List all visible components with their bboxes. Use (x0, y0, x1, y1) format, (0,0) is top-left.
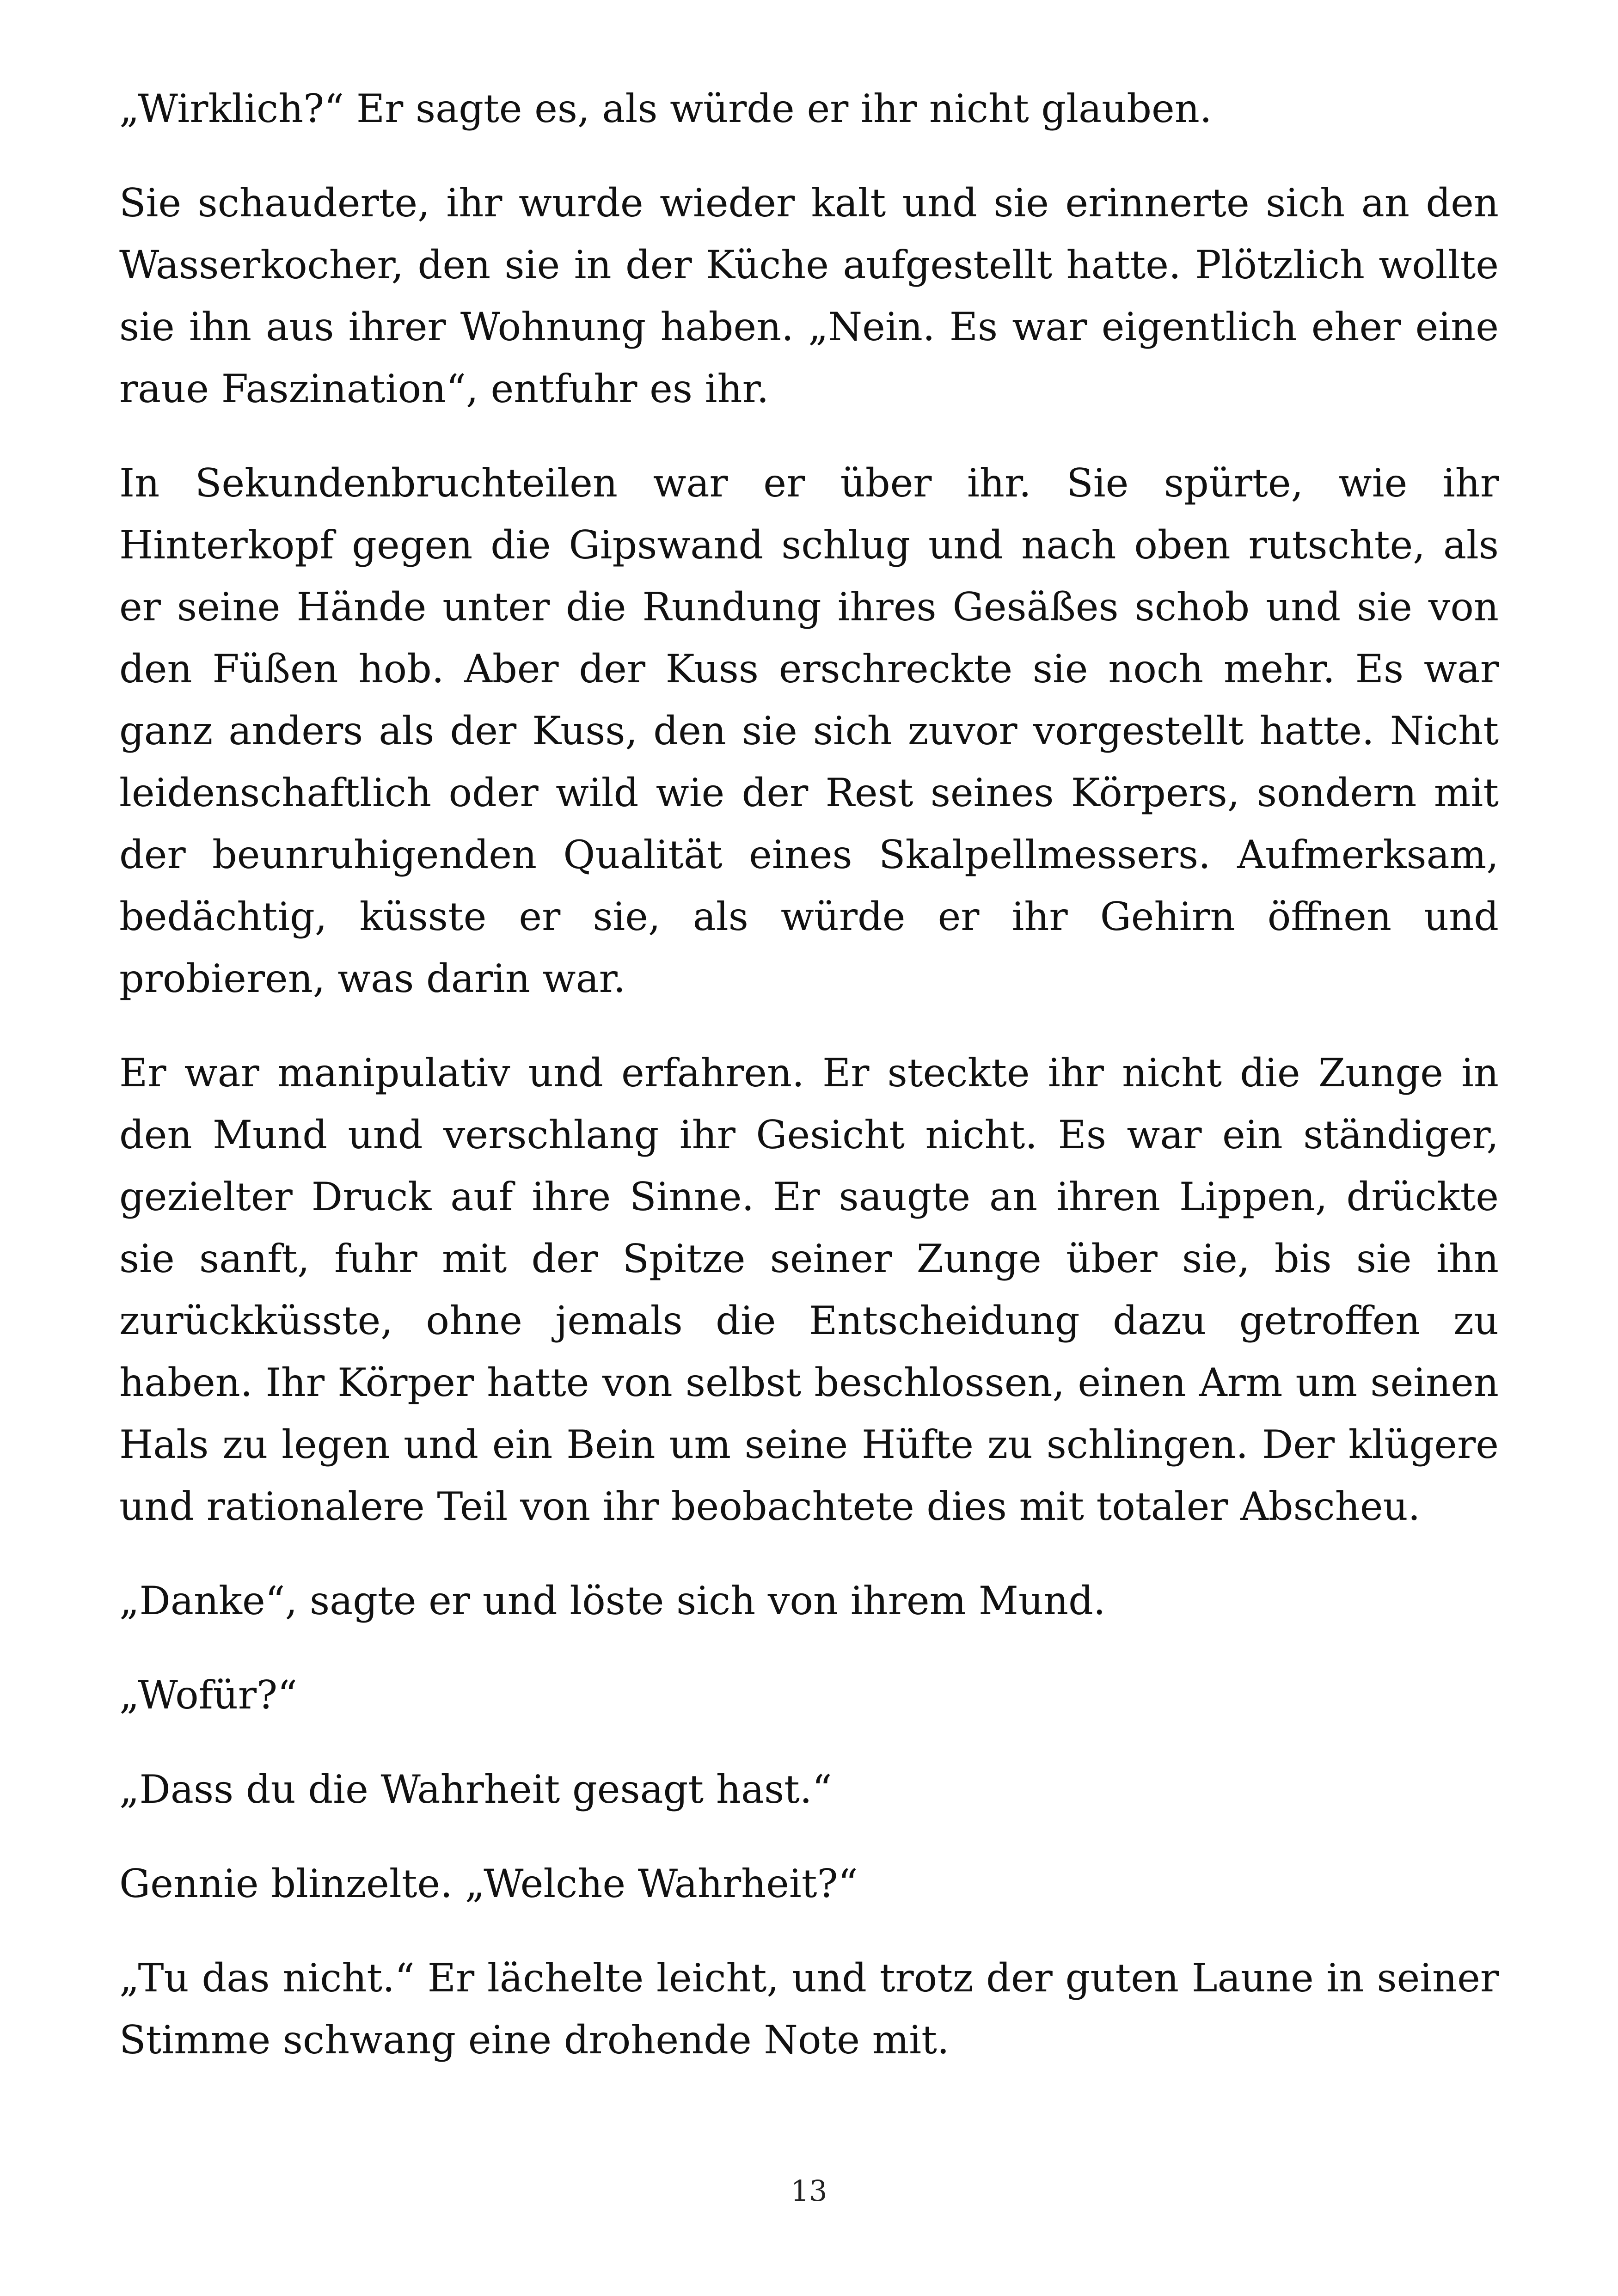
paragraph-4: Er war manipulativ und erfahren. Er steckte ihr nicht die Zunge in den Mund und verschlang ihr Gesicht nicht. Es war ein ständiger, gezielter Druck auf ihre Sinne. Er saugte an ihren Lippen, drückte sie sanft, fuhr mit der Spitze seiner Zunge über sie, bis sie ihn zurückküsste, ohne jemals die Entscheidung dazu getroffen zu haben. Ihr Körper hatte von selbst beschlossen, einen Arm um seinen Hals zu legen und ein Bein um seine Hüfte zu schlingen. Der klügere und rationalere Teil von ihr beobachtete dies mit totaler Abscheu. (119, 1050, 1499, 1529)
paragraph-2: Sie schauderte, ihr wurde wieder kalt und sie erinnerte sich an den Wasserkocher, den sie in der Küche aufgestellt hatte. Plötzlich wollte sie ihn aus ihrer Wohnung haben. „Nein. Es war eigentlich eher eine raue Faszination“, entfuhr es ihr. (119, 180, 1499, 411)
paragraph-7: „Dass du die Wahrheit gesagt hast.“ (119, 1767, 832, 1812)
page-number: 13 (791, 2174, 827, 2208)
paragraph-3: In Sekundenbruchteilen war er über ihr. Sie spürte, wie ihr Hinterkopf gegen die Gipswand schlug und nach oben rutschte, als er seine Hände unter die Rundung ihres Gesäßes schob und sie von den Füßen hob. Aber der Kuss erschreckte sie noch mehr. Es war ganz anders als der Kuss, den sie sich zuvor vorgestellt hatte. Nicht leidenschaftlich oder wild wie der Rest seines Körpers, sondern mit der beunruhigenden Qualität eines Skalpellmessers. Aufmerksam, bedächtig, küsste er sie, als würde er ihr Gehirn öffnen und probieren, was darin war. (119, 460, 1499, 1001)
body-text (119, 78, 1499, 2071)
paragraph-9: „Tu das nicht.“ Er lächelte leicht, und trotz der guten Laune in seiner Stimme schwang eine drohende Note mit. (119, 1955, 1499, 2063)
paragraph-1: „Wirklich?“ Er sagte es, als würde er ihr nicht glauben. (119, 86, 1212, 131)
paragraph-5: „Danke“, sagte er und löste sich von ihrem Mund. (119, 1578, 1106, 1623)
paragraph-8: Gennie blinzelte. „Welche Wahrheit?“ (119, 1861, 858, 1906)
paragraph-6: „Wofür?“ (119, 1672, 298, 1718)
